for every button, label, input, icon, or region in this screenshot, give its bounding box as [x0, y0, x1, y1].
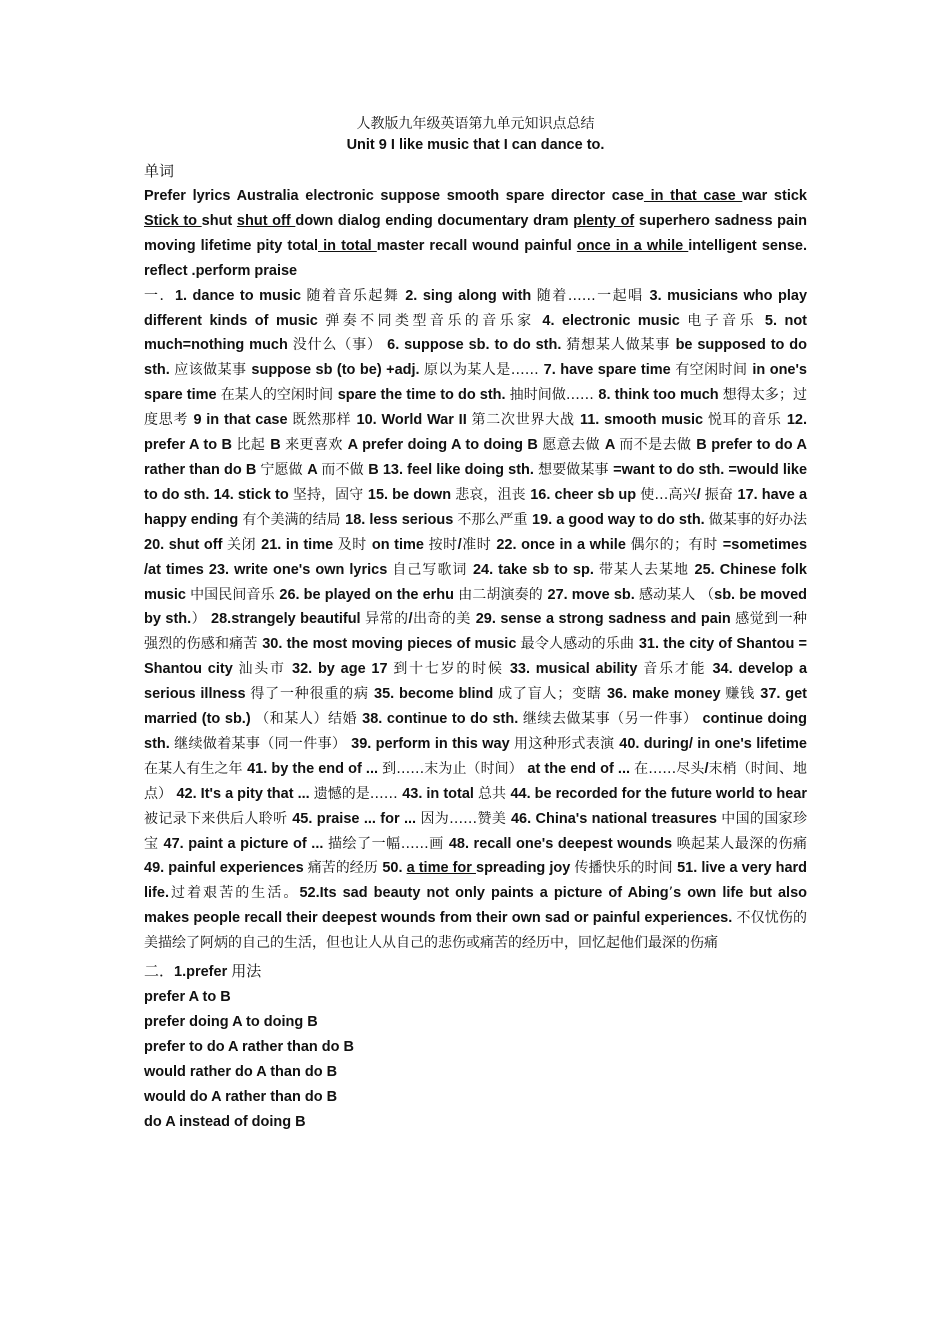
phrase-english: 41. by the end of ...: [247, 760, 383, 777]
phrase-meaning: 振奋: [704, 486, 738, 503]
phrase-english: =want to do sth. =would like to do sth.: [144, 461, 808, 503]
phrase-meaning: 愿意去做: [542, 437, 605, 454]
phrase-meaning: 成了盲人；变瞎: [498, 686, 607, 703]
phrase-english: 20. shut off: [144, 536, 228, 553]
phrase-english: a time for: [406, 860, 476, 877]
phrase-meaning: 音乐才能: [643, 661, 713, 678]
phrase-meaning: 既然那样: [292, 412, 357, 429]
phrase-english: 17. have a happy ending: [144, 486, 808, 528]
phrase-english: in one's spare time: [144, 362, 807, 404]
usage-line: prefer A to B: [144, 989, 231, 1006]
phrase-meaning: 感动某人 （: [638, 586, 715, 603]
phrase-meaning: 准时: [461, 536, 497, 553]
document-page: [144, 112, 807, 1135]
phrase-english: 44. be recorded for the future world to hear: [510, 785, 807, 802]
phrase-meaning: 中国民间音乐: [190, 586, 280, 603]
phrase-english: 25. Chinese folk music: [144, 561, 807, 603]
phrase-english: 10. World War II: [356, 412, 472, 429]
phrase-english: 12. prefer A to B: [144, 412, 807, 454]
phrase-meaning: 唤起某人最深的伤痛: [676, 835, 808, 852]
phrase-english: be supposed to do sth.: [144, 337, 808, 379]
phrase-english: at the end of ...: [527, 760, 635, 777]
phrase-english: 6. suppose sb. to do sth.: [387, 337, 567, 354]
phrase-english: prefer to do A rather than do B: [144, 437, 807, 478]
phrase-meaning: 得了一种很重的病: [250, 686, 375, 703]
phrase-english: B: [368, 461, 383, 478]
phrase-meaning: 中国的国家珍宝: [144, 810, 807, 852]
phrase-meaning: 应该做某事: [174, 362, 252, 379]
phrase-meaning: 自己写歌词: [392, 561, 473, 578]
phrase-meaning: ）: [191, 611, 212, 628]
vocab-phrase-underlined: Stick to: [144, 212, 202, 229]
vocab-phrase-underlined: shut off: [236, 212, 296, 229]
phrase-meaning: 末梢（时间、地点）: [144, 760, 808, 802]
vocab-phrase-underlined: plenty of: [573, 212, 635, 229]
phrase-english: =sometimes /at times: [144, 536, 808, 578]
phrase-english: /: [704, 760, 709, 777]
vocab-words: intelligent sense. reflect .perform praise: [144, 237, 807, 279]
phrase-english: 2. sing along with: [405, 287, 537, 304]
phrase-english: 9 in that case: [193, 412, 293, 429]
phrase-english: 1. dance to music: [174, 287, 307, 304]
phrase-english: 18. less serious: [345, 511, 458, 528]
phrase-meaning: 因为……赞美: [420, 810, 511, 827]
phrase-english: 46. China's national treasures: [510, 810, 722, 827]
phrase-meaning: 偶尔的；有时: [630, 536, 723, 553]
phrase-meaning: 被记录下来供后人聆听: [144, 810, 293, 827]
usage-lines: [144, 985, 807, 1134]
phrase-meaning: 电子音乐: [687, 312, 765, 329]
phrase-meaning: 不那么严重: [457, 511, 533, 528]
usage-heading-number: 二．: [144, 962, 175, 981]
phrase-meaning: 有个美满的结局: [242, 511, 346, 528]
phrase-english: on time: [371, 536, 429, 553]
phrase-meaning: 到……末为止（时间）: [382, 760, 528, 777]
phrase-meaning: ’: [668, 885, 674, 902]
phrase-meaning: 来更喜欢: [285, 437, 348, 454]
usage-heading-term: 1.prefer: [174, 964, 232, 981]
phrase-meaning: 用这种形式表演: [514, 735, 620, 752]
phrase-english: 5. not much=nothing much: [144, 312, 808, 354]
vocabulary-heading: 单词: [144, 162, 175, 180]
vocab-words: shut: [201, 212, 237, 229]
usage-line: prefer doing A to doing B: [144, 1014, 318, 1030]
phrase-english: 26. be played on the erhu: [279, 586, 459, 603]
phrase-meaning: 感觉到一种强烈的伤感和痛苦: [144, 611, 808, 653]
phrase-english: 13. feel like doing sth.: [382, 461, 539, 478]
phrase-english: spreading joy: [476, 860, 575, 877]
phrase-english: B: [696, 437, 712, 454]
phrase-english: 48. recall one's deepest wounds: [448, 835, 677, 852]
usage-line: would rather do A than do B: [144, 1063, 338, 1080]
phrase-meaning: 猜想某人做某事: [566, 337, 676, 354]
phrase-english: 38. continue to do sth.: [362, 711, 523, 728]
phrase-english: B: [270, 437, 286, 454]
phrase-meaning: 痛苦的经历: [307, 860, 383, 877]
vocab-phrase-underlined: in total: [318, 237, 377, 254]
phrase-english: 29. sense a strong sadness and pain: [475, 611, 736, 628]
phrase-english: A: [347, 437, 363, 454]
phrase-meaning: 按时: [428, 536, 458, 553]
phrase-english: prefer doing A to doing B: [362, 437, 543, 454]
phrase-english: 7. have spare time: [543, 362, 676, 379]
phrase-meaning: 遗憾的是……: [313, 785, 403, 802]
phrase-meaning: 一．: [144, 287, 175, 304]
phrase-english: 43. in total: [402, 785, 478, 802]
phrase-meaning: 想得太多；过度思考: [144, 387, 808, 429]
phrase-meaning: 在某人有生之年: [144, 760, 248, 777]
phrase-meaning: （和某人）结婚: [255, 711, 363, 728]
phrase-english: 32. by age 17: [292, 661, 394, 678]
usage-heading-suffix: 用法: [231, 962, 262, 981]
phrase-meaning: 使…高兴: [640, 486, 697, 503]
phrase-meaning: 弹奏不同类型音乐的音乐家: [325, 312, 543, 329]
phrase-english: suppose sb (to be) +adj.: [251, 362, 425, 379]
phrase-english: s own life but also makes people recall their deepest wounds from their own sad or painful experiences.: [144, 885, 807, 927]
phrase-meaning: 随着音乐起舞: [306, 287, 406, 304]
phrase-english: 51. live a very hard life.: [144, 860, 808, 902]
phrase-meaning: 做某事的好办法: [708, 511, 808, 528]
phrase-meaning: 没什么（事）: [292, 337, 388, 354]
phrase-english: 42. It's a pity that ...: [176, 785, 314, 802]
phrase-english: 34. develop a serious illness: [144, 661, 808, 703]
phrase-meaning: 而不是去做: [619, 437, 697, 454]
phrase-list: [144, 284, 807, 956]
usage-line: prefer to do A rather than do B: [144, 1038, 354, 1055]
phrase-english: /: [408, 611, 413, 628]
vocab-words: Prefer lyrics Australia electronic suppose smooth spare director case: [144, 188, 644, 204]
usage-line: would do A rather than do B: [144, 1088, 338, 1105]
phrase-meaning: 到十七岁的时候: [393, 661, 510, 678]
phrase-english: /: [457, 536, 462, 553]
phrase-meaning: 总共: [477, 785, 511, 802]
phrase-english: A: [307, 461, 322, 478]
phrase-meaning: 原以为某人是……: [424, 362, 544, 379]
phrase-meaning: 坚持，固守: [292, 486, 368, 503]
phrase-meaning: 不仅忧伤的美描绘了阿炳的自己的生活，但也让人从自己的悲伤或痛苦的经历中，回忆起他们最深的伤痛: [144, 910, 807, 952]
phrase-english: 11. smooth music: [579, 412, 708, 429]
phrase-meaning: 随着……一起唱: [536, 287, 650, 304]
phrase-english: 33. musical ability: [509, 661, 644, 678]
vocab-words: war stick: [742, 188, 807, 204]
phrase-english: 23. write one's own lyrics: [208, 561, 393, 578]
vocab-words: master recall wound painful: [376, 237, 577, 254]
phrase-meaning: 悦耳的音乐: [707, 412, 787, 429]
vocabulary-list: [144, 184, 807, 284]
document-title-english: Unit 9 I like music that I can dance to.: [346, 137, 605, 153]
vocab-words: superhero sadness pain moving lifetime pity total: [144, 212, 807, 254]
phrase-meaning: 带某人去某地: [598, 561, 695, 578]
vocab-phrase-underlined: in that case: [643, 188, 743, 204]
phrase-english: 31. the city of Shantou = Shantou city: [144, 636, 808, 678]
phrase-english: 30. the most moving pieces of music: [262, 636, 521, 653]
phrase-english: 8. think too much: [598, 387, 723, 404]
phrase-english: 15. be down: [367, 486, 456, 503]
phrase-english: 24. take sb to sp.: [472, 561, 599, 578]
phrase-meaning: 第二次世界大战: [471, 412, 580, 429]
phrase-meaning: 描绘了一幅……画: [327, 835, 449, 852]
phrase-meaning: 异常的: [365, 611, 409, 628]
document-title-chinese: 人教版九年级英语第九单元知识点总结: [356, 116, 595, 132]
phrase-english: 52.Its sad beauty not only paints a picture of Abing: [299, 885, 669, 902]
phrase-english: 37. get married (to sb.): [144, 686, 808, 728]
phrase-meaning: 宁愿做: [260, 461, 308, 478]
phrase-meaning: 由二胡演奏的: [458, 586, 548, 603]
phrase-english: 39. perform in this way: [351, 735, 515, 752]
phrase-meaning: 传播快乐的时间: [574, 860, 678, 877]
phrase-english: 19. a good way to do sth.: [532, 511, 709, 528]
phrase-english: continue doing sth.: [144, 711, 807, 752]
phrase-english: 49. painful experiences: [144, 860, 308, 877]
phrase-meaning: 而不做: [321, 461, 369, 478]
phrase-meaning: 关闭: [227, 536, 262, 553]
phrase-english: 50.: [382, 860, 407, 877]
phrase-meaning: 继续做着某事（同一件事）: [174, 735, 352, 752]
phrase-english: 4. electronic music: [542, 312, 688, 329]
phrase-english: 45. praise ... for ...: [292, 810, 421, 827]
phrase-english: 3. musicians who play different kinds of music: [144, 287, 808, 329]
phrase-meaning: 汕头市: [238, 661, 293, 678]
phrase-english: spare the time to do sth.: [337, 387, 510, 404]
phrase-english: 22. once in a while: [496, 536, 631, 553]
phrase-meaning: 抽时间做……: [509, 387, 599, 404]
phrase-meaning: 比起: [236, 437, 271, 454]
usage-line: do A instead of doing B: [144, 1113, 306, 1130]
phrase-meaning: 在某人的空闲时间: [220, 387, 338, 404]
phrase-english: 40. during/ in one's lifetime: [619, 735, 807, 752]
phrase-english: A: [604, 437, 620, 454]
phrase-meaning: 及时: [337, 536, 372, 553]
phrase-meaning: 继续去做某事（另一件事）: [522, 711, 703, 728]
phrase-english: 28.strangely beautiful: [211, 611, 366, 628]
phrase-english: sb. be moved by sth.: [144, 586, 808, 628]
phrase-meaning: 赚钱: [725, 686, 761, 703]
phrase-meaning: 悲哀，沮丧: [455, 486, 531, 503]
phrase-english: 14. stick to: [213, 486, 293, 503]
phrase-meaning: 在……尽头: [634, 760, 705, 777]
phrase-meaning: 想要做某事: [538, 461, 614, 478]
phrase-english: 16. cheer sb up: [530, 486, 641, 503]
vocab-phrase-underlined: once in a while: [576, 237, 689, 254]
vocab-words: down dialog ending documentary dram: [295, 212, 574, 229]
phrase-meaning: 有空闲时间: [675, 362, 753, 379]
phrase-english: /: [696, 486, 705, 503]
usage-heading: [144, 958, 807, 985]
phrase-english: 27. move sb.: [547, 586, 639, 603]
phrase-english: 36. make money: [606, 686, 726, 703]
phrase-meaning: 过着艰苦的生活。: [168, 885, 300, 902]
phrase-english: 47. paint a picture of ...: [163, 835, 328, 852]
phrase-meaning: 最令人感动的乐曲: [520, 636, 639, 653]
phrase-english: 21. in time: [261, 536, 338, 553]
phrase-english: 35. become blind: [374, 686, 499, 703]
phrase-meaning: 出奇的美: [412, 611, 476, 628]
